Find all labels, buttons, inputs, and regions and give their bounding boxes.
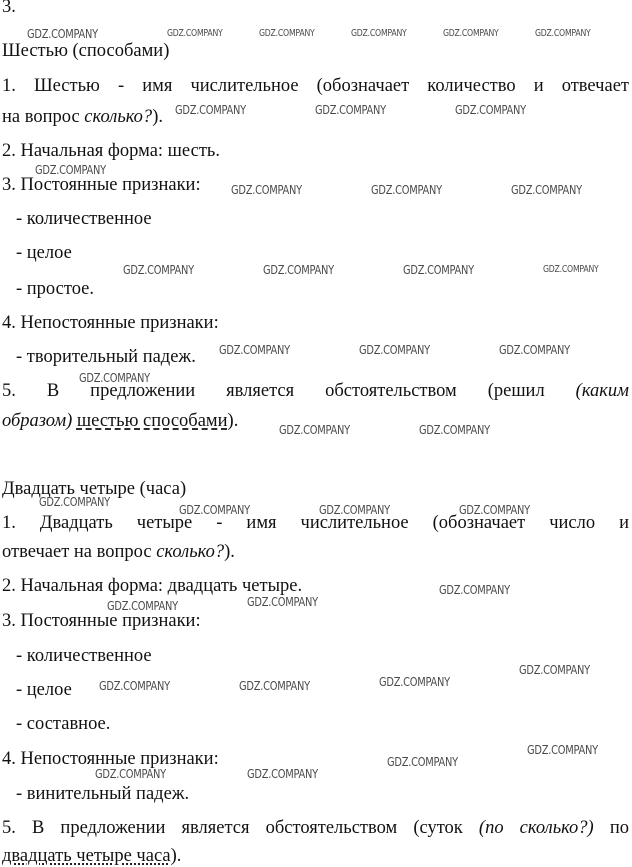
paragraph-line: 5. В предложении является обстоятельством (суток (по сколько?) по xyxy=(2,818,629,838)
watermark: GDZ.COMPANY xyxy=(439,583,510,597)
list-item: - целое xyxy=(16,243,72,263)
paragraph-line: на вопрос сколько?). xyxy=(2,107,163,127)
watermark: GDZ.COMPANY xyxy=(79,371,150,385)
watermark: GDZ.COMPANY xyxy=(535,28,591,39)
watermark: GDZ.COMPANY xyxy=(443,28,499,39)
paragraph-line: 2. Начальная форма: шесть. xyxy=(2,141,220,161)
watermark: GDZ.COMPANY xyxy=(179,503,250,517)
watermark: GDZ.COMPANY xyxy=(247,767,318,781)
watermark: GDZ.COMPANY xyxy=(167,28,223,39)
watermark: GDZ.COMPANY xyxy=(247,595,318,609)
paragraph-line: 4. Непостоянные признаки: xyxy=(2,749,219,769)
paragraph-line: 3. Постоянные признаки: xyxy=(2,611,201,631)
paragraph-line: 3. Постоянные признаки: xyxy=(2,175,201,195)
list-item: - простое. xyxy=(16,279,95,299)
paragraph-line: 1. Двадцать четыре - имя числительное (обозначает число и xyxy=(2,513,629,533)
watermark: GDZ.COMPANY xyxy=(175,103,246,117)
section-title: Двадцать четыре (часа) xyxy=(2,479,187,499)
paragraph-line: 2. Начальная форма: двадцать четыре. xyxy=(2,576,303,596)
watermark: GDZ.COMPANY xyxy=(319,503,390,517)
watermark: GDZ.COMPANY xyxy=(419,423,490,437)
watermark: GDZ.COMPANY xyxy=(511,183,582,197)
list-item: - винительный падеж. xyxy=(16,784,190,804)
watermark: GDZ.COMPANY xyxy=(403,263,474,277)
section-title: Шестью (способами) xyxy=(2,41,170,61)
list-item: - количественное xyxy=(16,209,152,229)
watermark: GDZ.COMPANY xyxy=(219,343,290,357)
paragraph-line: отвечает на вопрос сколько?). xyxy=(2,542,235,562)
watermark: GDZ.COMPANY xyxy=(315,103,386,117)
watermark: GDZ.COMPANY xyxy=(527,743,598,757)
list-item: - составное. xyxy=(16,714,111,734)
paragraph-line: 4. Непостоянные признаки: xyxy=(2,313,219,333)
watermark: GDZ.COMPANY xyxy=(387,755,458,769)
watermark: GDZ.COMPANY xyxy=(259,28,315,39)
list-item: - количественное xyxy=(16,646,152,666)
watermark: GDZ.COMPANY xyxy=(279,423,350,437)
watermark: GDZ.COMPANY xyxy=(499,343,570,357)
watermark: GDZ.COMPANY xyxy=(459,503,530,517)
watermark: GDZ.COMPANY xyxy=(359,343,430,357)
watermark: GDZ.COMPANY xyxy=(107,599,178,613)
watermark: GDZ.COMPANY xyxy=(35,163,106,177)
paragraph-line: 1. Шестью - имя числительное (обозначает количество и отвечает xyxy=(2,76,629,96)
list-item: - творительный падеж. xyxy=(16,347,196,367)
list-item: - целое xyxy=(16,680,72,700)
watermark: GDZ.COMPANY xyxy=(239,679,310,693)
watermark: GDZ.COMPANY xyxy=(263,263,334,277)
paragraph-line: 5. В предложении является обстоятельством (решил (каким xyxy=(2,381,629,401)
watermark: GDZ.COMPANY xyxy=(231,183,302,197)
watermark: GDZ.COMPANY xyxy=(99,679,170,693)
task-number: 3. xyxy=(2,0,16,17)
watermark: GDZ.COMPANY xyxy=(543,264,599,275)
watermark: GDZ.COMPANY xyxy=(379,675,450,689)
watermark: GDZ.COMPANY xyxy=(95,767,166,781)
watermark: GDZ.COMPANY xyxy=(27,27,98,41)
watermark: GDZ.COMPANY xyxy=(351,28,407,39)
paragraph-line: образом) шестью способами). xyxy=(2,411,239,431)
watermark: GDZ.COMPANY xyxy=(455,103,526,117)
watermark: GDZ.COMPANY xyxy=(519,663,590,677)
watermark: GDZ.COMPANY xyxy=(123,263,194,277)
paragraph-line: двадцать четыре часа). xyxy=(2,846,182,866)
watermark: GDZ.COMPANY xyxy=(39,495,110,509)
watermark: GDZ.COMPANY xyxy=(371,183,442,197)
